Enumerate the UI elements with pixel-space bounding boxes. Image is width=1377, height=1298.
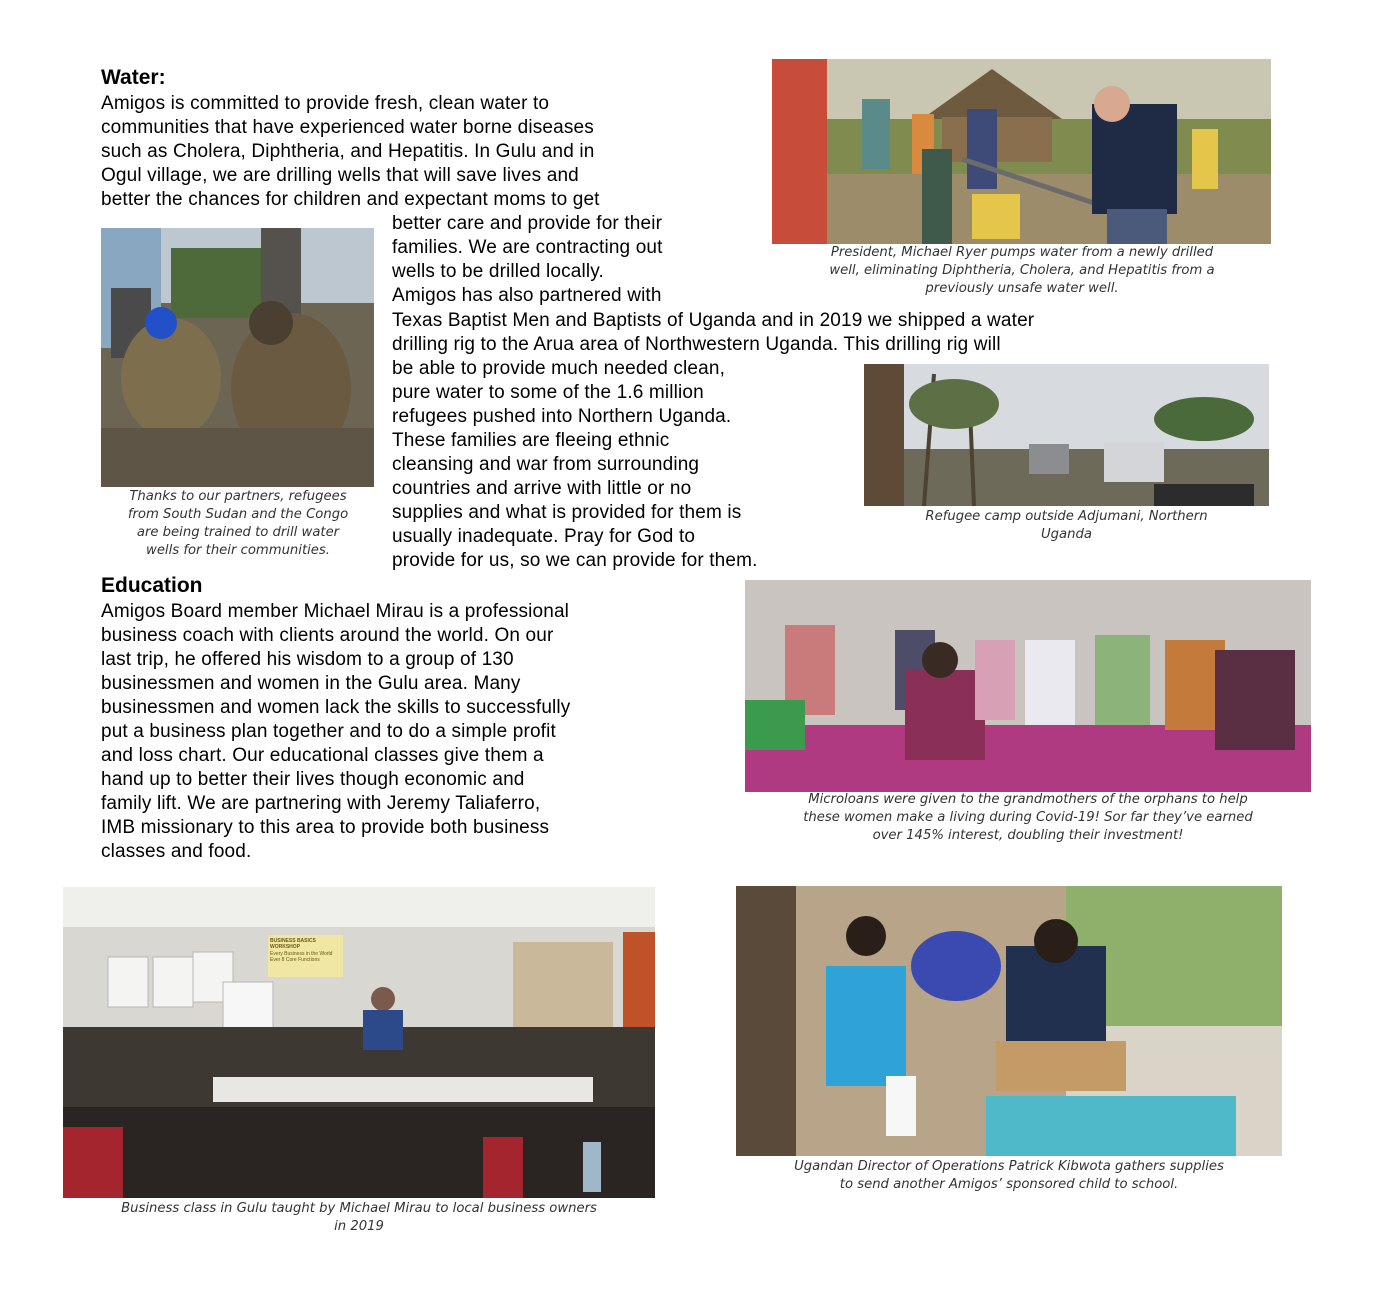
water-line: refugees pushed into Northern Uganda. (392, 406, 732, 427)
caption-grandmothers (740, 791, 1316, 845)
education-line: hand up to better their lives though economic and (101, 769, 525, 790)
education-heading: Education (101, 574, 203, 597)
photo-grandmothers (745, 580, 1311, 792)
education-line: business coach with clients around the world. On our (101, 625, 554, 646)
caption-water-pump (775, 244, 1269, 298)
education-line: Amigos Board member Michael Mirau is a professional (101, 601, 570, 622)
education-line: family lift. We are partnering with Jeremy Taliaferro, (101, 793, 541, 814)
photo-water-pump (772, 59, 1271, 244)
water-line: better care and provide for their (392, 213, 663, 234)
water-line: wells to be drilled locally. (392, 261, 604, 282)
caption-line: previously unsafe water well. (925, 281, 1119, 296)
photo-director (736, 886, 1282, 1156)
caption-refugee-camp (864, 508, 1269, 542)
water-line: countries and arrive with little or no (392, 478, 692, 499)
water-line: Amigos has also partnered with (392, 285, 662, 306)
photo-refugee-camp (864, 364, 1269, 506)
caption-line: these women make a living during Covid-19! Sor far they’ve earned (803, 810, 1253, 825)
slide-title: BUSINESS BASICS WORKSHOP (270, 938, 316, 950)
slide-subtitle: Every Business in the World Ever 8 Core Functions (270, 951, 333, 963)
caption-business-class (55, 1200, 663, 1236)
caption-line: President, Michael Ryer pumps water from a newly drilled (830, 245, 1214, 260)
water-line: Amigos is committed to provide fresh, clean water to (101, 93, 550, 114)
caption-line: Microloans were given to the grandmothers of the orphans to help (808, 792, 1248, 807)
education-line: businessmen and women lack the skills to successfully (101, 697, 571, 718)
caption-line: to send another Amigos’ sponsored child to school. (839, 1177, 1179, 1192)
caption-line: Uganda (1041, 527, 1092, 542)
education-line: IMB missionary to this area to provide both business (101, 817, 550, 838)
water-line: better the chances for children and expectant moms to get (101, 189, 600, 210)
education-line: businessmen and women in the Gulu area. Many (101, 673, 521, 694)
water-line: Ogul village, we are drilling wells that will save lives and (101, 165, 579, 186)
education-line: last trip, he offered his wisdom to a group of 130 (101, 649, 514, 670)
water-line: drilling rig to the Arua area of Northwestern Uganda. This drilling rig will (392, 334, 1001, 355)
caption-line: Refugee camp outside Adjumani, Northern (925, 509, 1208, 524)
caption-line: Business class in Gulu taught by Michael Mirau to local business owners (121, 1201, 597, 1216)
water-line: pure water to some of the 1.6 million (392, 382, 704, 403)
photo-business-class (63, 887, 655, 1198)
caption-line: Ugandan Director of Operations Patrick Kibwota gathers supplies (794, 1159, 1224, 1174)
caption-line: well, eliminating Diphtheria, Cholera, and Hepatitis from a (829, 263, 1215, 278)
water-line: These families are fleeing ethnic (392, 430, 670, 451)
photo-drill-training (101, 228, 374, 487)
caption-drill-training (98, 488, 378, 560)
water-line: provide for us, so we can provide for them. (392, 550, 758, 571)
caption-director (730, 1158, 1288, 1194)
water-heading: Water: (101, 66, 166, 89)
caption-line: over 145% interest, doubling their investment! (872, 828, 1184, 843)
education-line: classes and food. (101, 841, 252, 862)
caption-line: are being trained to drill water (136, 525, 340, 540)
caption-line: wells for their communities. (146, 543, 330, 558)
water-line: be able to provide much needed clean, (392, 358, 726, 379)
water-line: families. We are contracting out (392, 237, 663, 258)
caption-line: from South Sudan and the Congo (127, 507, 349, 522)
education-line: and loss chart. Our educational classes give them a (101, 745, 544, 766)
water-line: Texas Baptist Men and Baptists of Uganda and in 2019 we shipped a water (392, 310, 1035, 331)
water-line: cleansing and war from surrounding (392, 454, 700, 475)
water-line: usually inadequate. Pray for God to (392, 526, 696, 547)
caption-line: Thanks to our partners, refugees (129, 489, 347, 504)
caption-line: in 2019 (334, 1219, 384, 1234)
education-line: put a business plan together and to do a simple profit (101, 721, 556, 742)
water-line: communities that have experienced water borne diseases (101, 117, 594, 138)
water-line: supplies and what is provided for them is (392, 502, 742, 523)
water-line: such as Cholera, Diphtheria, and Hepatitis. In Gulu and in (101, 141, 595, 162)
